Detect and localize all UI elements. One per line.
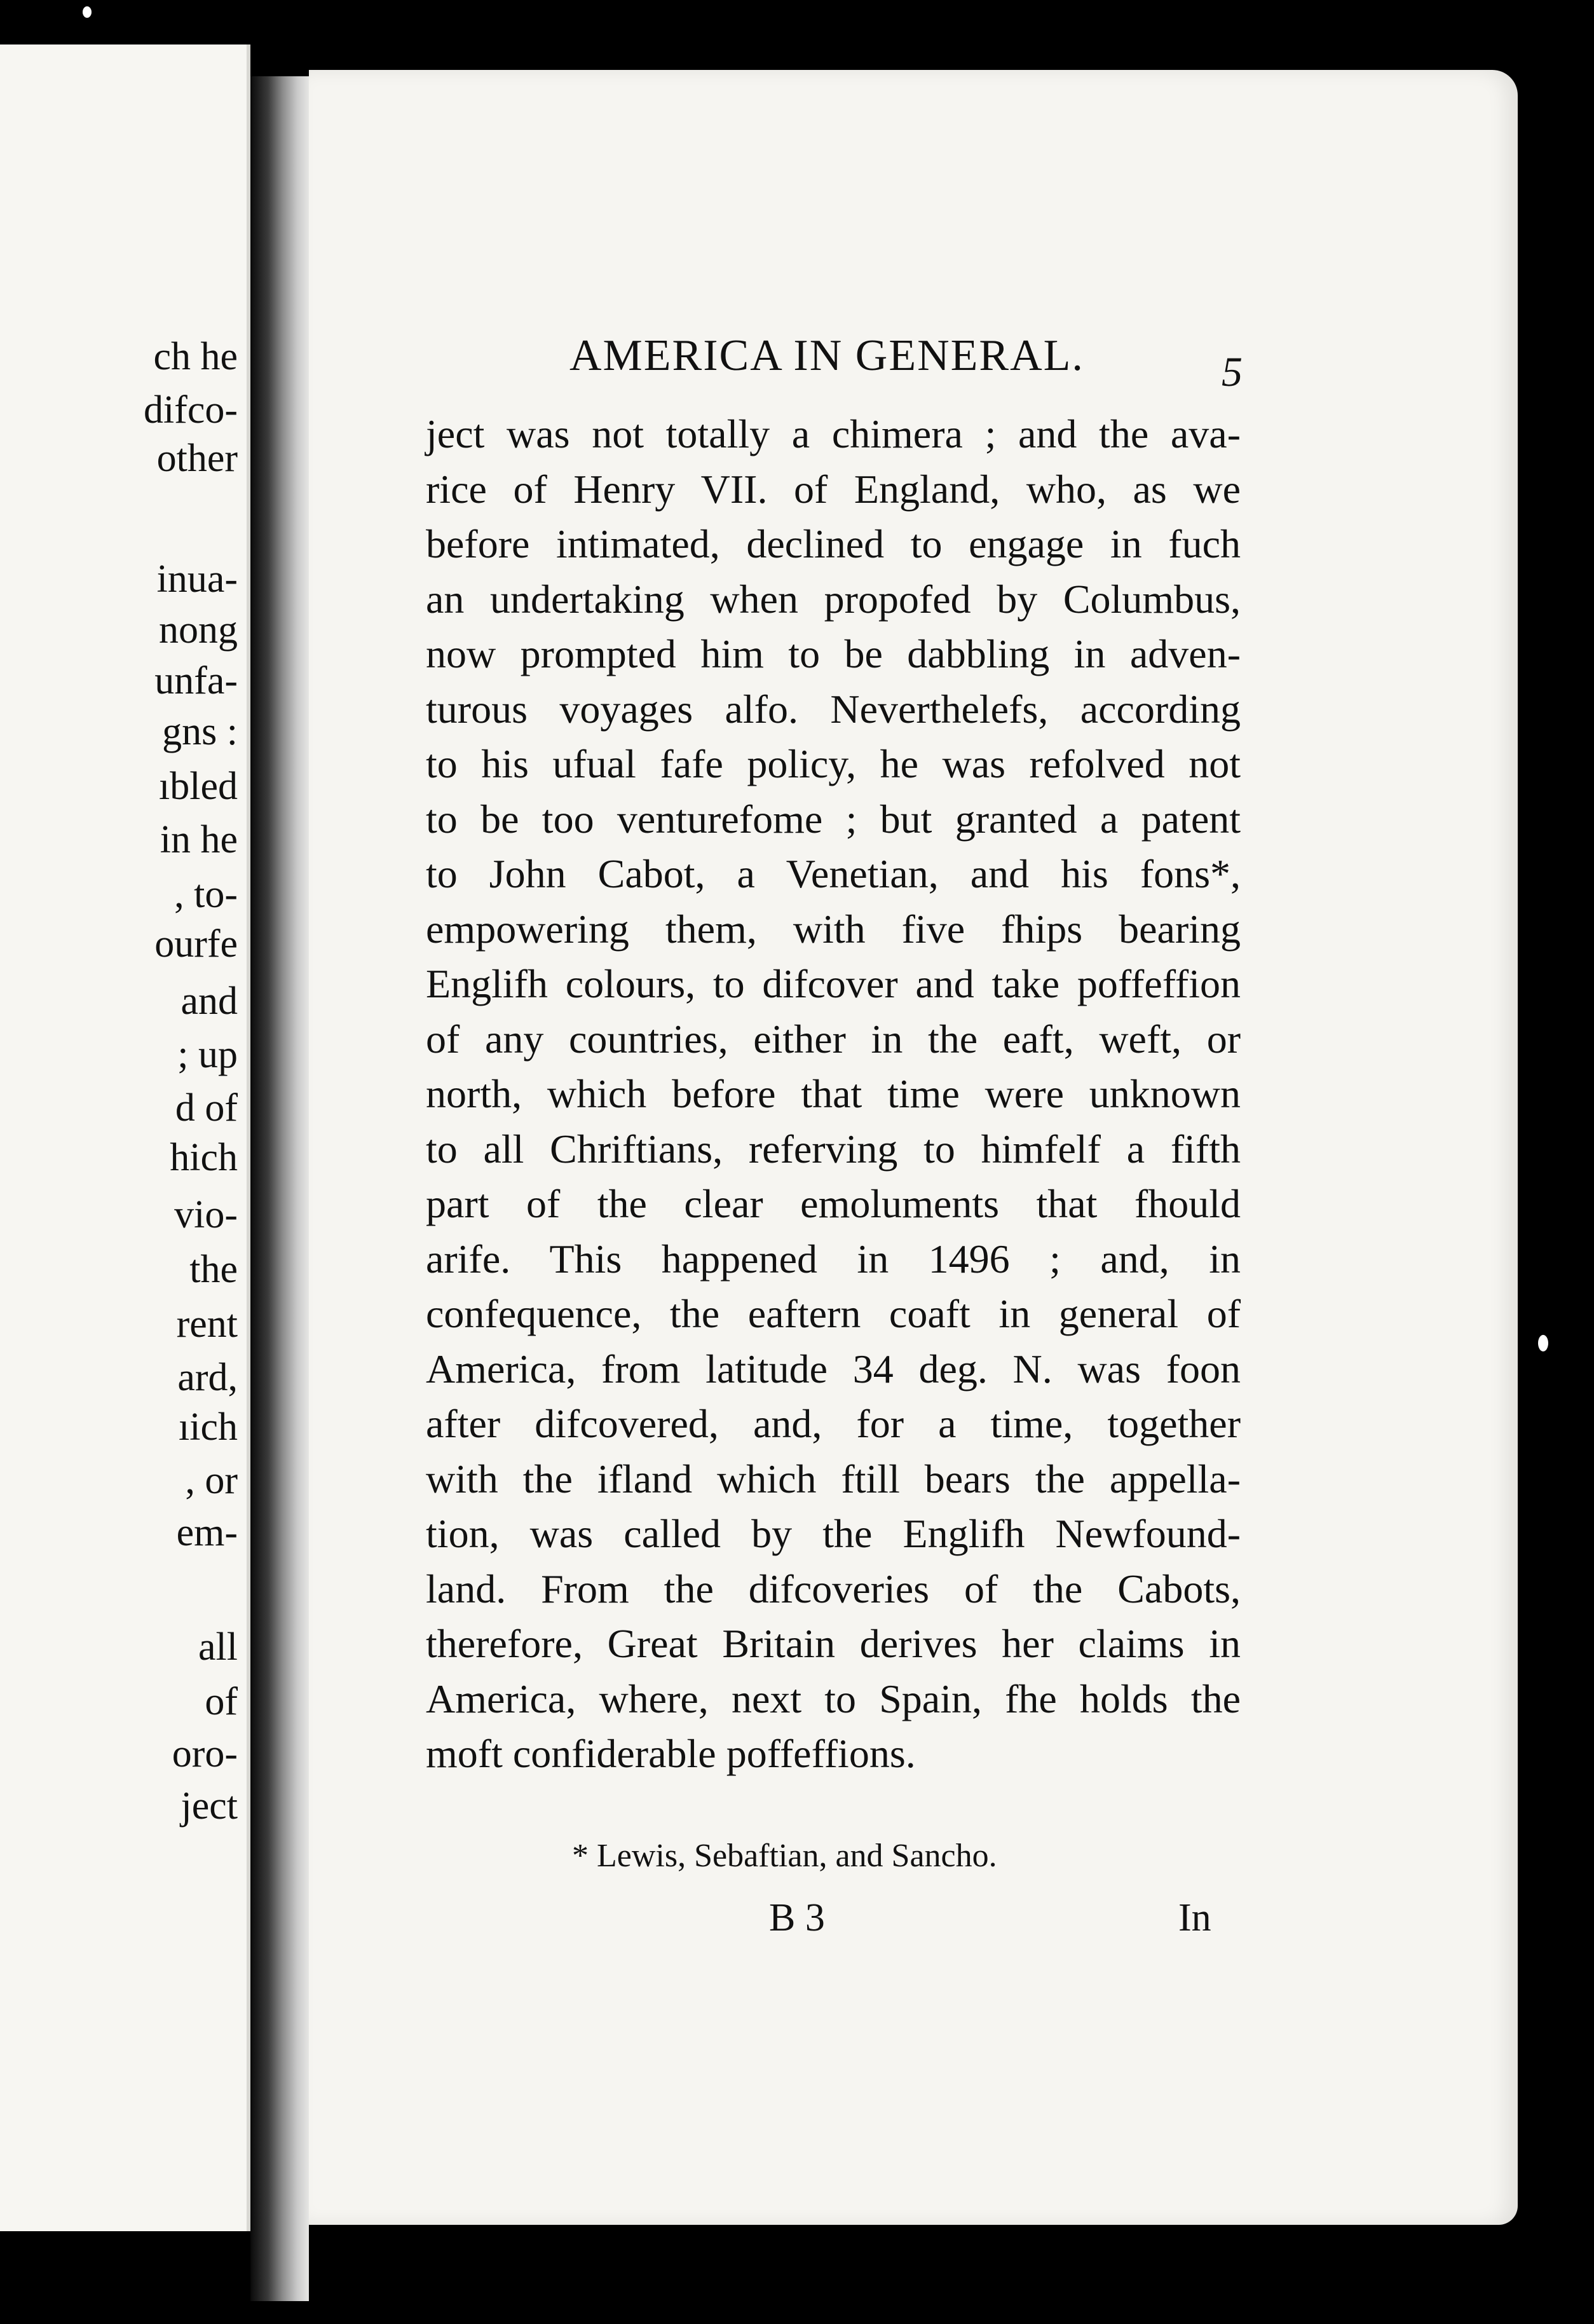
left-page-line: ch he [153, 335, 238, 378]
left-page-line: rent [176, 1302, 238, 1346]
body-line: to all Chriftians, referving to himfelf a fifth [426, 1126, 1241, 1172]
body-line: arife. This happened in 1496 ; and, in [426, 1236, 1241, 1282]
body-line: tion, was called by the Englifh Newfound- [426, 1511, 1241, 1556]
scan-speck [83, 6, 92, 18]
left-page-line: other [156, 437, 238, 480]
body-line: therefore, Great Britain derives her claims in [426, 1621, 1241, 1666]
body-line: with the ifland which ftill bears the appella- [426, 1456, 1241, 1501]
body-line: to John Cabot, a Venetian, and his fons*, [426, 851, 1241, 896]
left-page-line: , to- [174, 873, 238, 916]
left-page-line: of [205, 1680, 238, 1723]
body-line: turous voyages alfo. Neverthelefs, according [426, 686, 1241, 732]
catchword: In [1178, 1896, 1211, 1939]
signature-mark: B 3 [769, 1896, 825, 1939]
body-line: Englifh colours, to difcover and take poffeffion [426, 961, 1241, 1006]
left-page-line: ıbled [159, 765, 238, 808]
body-line: after difcovered, and, for a time, together [426, 1401, 1241, 1446]
footnote: * Lewis, Sebaftian, and Sancho. [572, 1838, 997, 1874]
body-line: ject was not totally a chimera ; and the ava- [426, 411, 1241, 456]
left-page-line: d of [175, 1086, 238, 1130]
left-page-line: unfa- [154, 659, 238, 702]
body-line: moft confiderable poffeffions. [426, 1731, 916, 1776]
body-line: rice of Henry VII. of England, who, as we [426, 466, 1241, 512]
running-head: AMERICA IN GENERAL. [569, 331, 1084, 380]
left-page-line: hich [170, 1136, 238, 1179]
body-line: America, where, next to Spain, fhe holds the [426, 1676, 1241, 1721]
book-gutter [250, 76, 309, 2301]
left-page-line: oro- [172, 1732, 238, 1775]
left-page-line: ard, [177, 1356, 238, 1399]
body-line: an undertaking when propofed by Columbus, [426, 576, 1241, 622]
left-page-line: em- [176, 1511, 238, 1554]
body-line: land. From the difcoveries of the Cabots, [426, 1566, 1241, 1611]
body-line: to be too venturefome ; but granted a patent [426, 796, 1241, 842]
left-page-line: ; up [177, 1033, 238, 1076]
body-line: empowering them, with five fhips bearing [426, 906, 1241, 952]
body-line: to his ufual fafe policy, he was refolved not [426, 741, 1241, 786]
left-page-fragment [0, 44, 250, 2231]
left-page-line: vio- [174, 1193, 238, 1236]
left-page-line: in he [160, 818, 238, 861]
left-page-line: the [189, 1248, 238, 1291]
scan-speck [1538, 1335, 1548, 1351]
left-page-line: , or [185, 1459, 238, 1502]
body-line: north, which before that time were unknown [426, 1071, 1241, 1116]
body-line: of any countries, either in the eaft, weft, or [426, 1016, 1241, 1062]
left-page-line: difco- [143, 388, 238, 432]
left-page-line: ject [181, 1784, 238, 1828]
left-page-line: gns : [162, 710, 238, 753]
page-number: 5 [1222, 349, 1243, 395]
body-line: America, from latitude 34 deg. N. was foon [426, 1346, 1241, 1391]
left-page-line: inua- [156, 557, 238, 601]
body-line: confequence, the eaftern coaft in general of [426, 1291, 1241, 1336]
left-page-line: and [181, 980, 238, 1023]
left-page-line: ıich [179, 1405, 238, 1449]
body-text [426, 407, 1241, 1782]
left-page-line: ourfe [154, 922, 238, 966]
body-line: before intimated, declined to engage in fuch [426, 521, 1241, 566]
left-page-line: all [198, 1625, 238, 1669]
body-line: part of the clear emoluments that fhould [426, 1181, 1241, 1226]
body-line: now prompted him to be dabbling in adven- [426, 631, 1241, 676]
left-page-line: nong [159, 608, 238, 652]
